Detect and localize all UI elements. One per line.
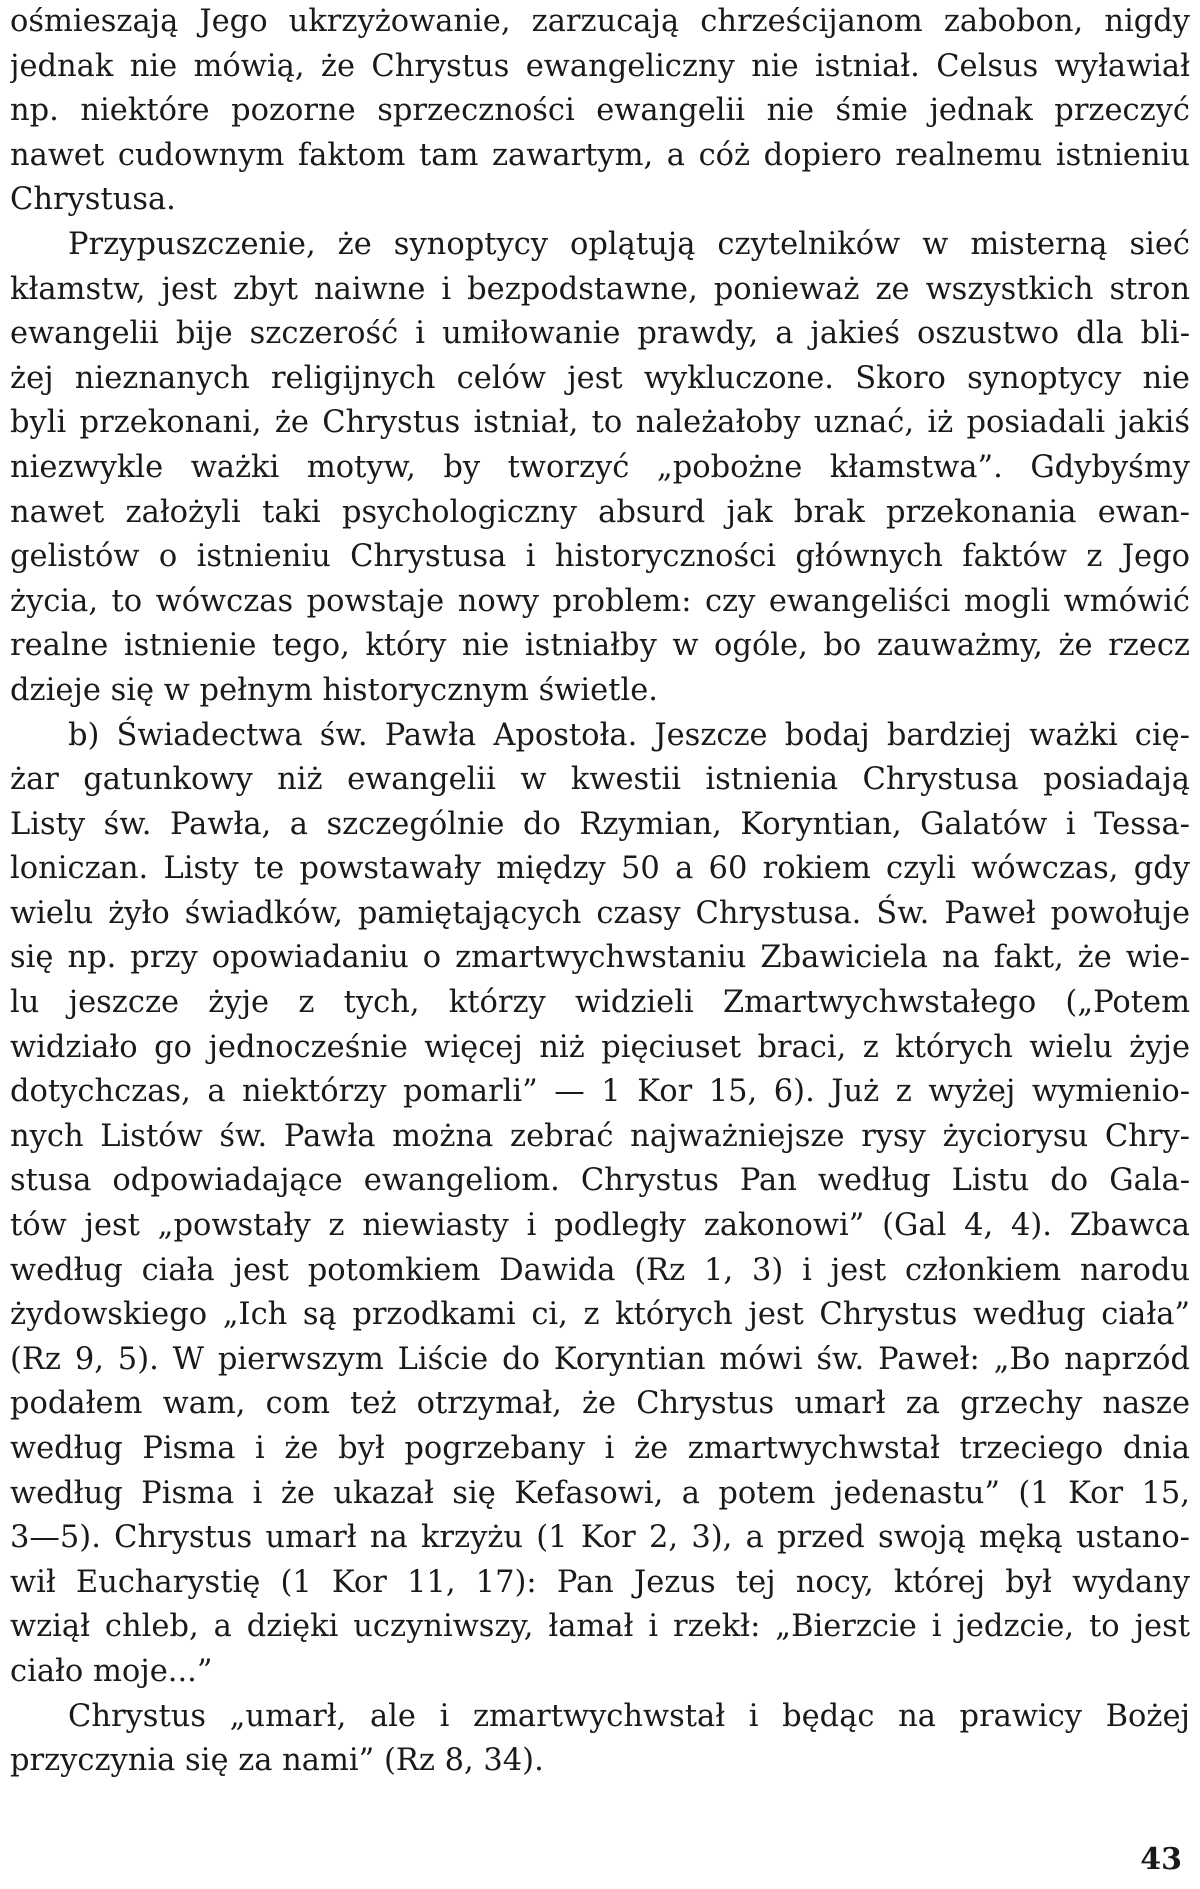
text-line: się np. przy opowiadaniu o zmartwychwstaniu Zbawiciela na fakt, że wie-: [10, 940, 1190, 976]
text-line: byli przekonani, że Chrystus istniał, to należałoby uznać, iż posiadali jakiś: [10, 405, 1190, 441]
text-line: dzieje się w pełnym historycznym świetle.: [10, 672, 658, 708]
page-number: 43: [1140, 1842, 1182, 1877]
text-line: (Rz 9, 5). W pierwszym Liście do Koryntian mówi św. Paweł: „Bo naprzód: [10, 1341, 1190, 1377]
text-line: ośmieszają Jego ukrzyżowanie, zarzucają chrześcijanom zabobon, nigdy: [10, 4, 1190, 39]
text-line: loniczan. Listy te powstawały między 50 a 60 rokiem czyli wówczas, gdy: [10, 851, 1190, 887]
text-line: stusa odpowiadające ewangeliom. Chrystus Pan według Listu do Gala-: [10, 1163, 1190, 1199]
text-line: 3—5). Chrystus umarł na krzyżu (1 Kor 2, 3), a przed swoją męką ustano-: [10, 1520, 1190, 1556]
text-line: ciało moje...”: [10, 1653, 213, 1689]
text-line: jednak nie mówią, że Chrystus ewangeliczny nie istniał. Celsus wyławiał: [10, 48, 1190, 84]
section-heading-line: b) Świadectwa św. Pawła Apostoła. Jeszcze bodaj bardziej ważki cię-: [68, 717, 1190, 753]
text-line: tów jest „powstały z niewiasty i podległy zakonowi” (Gal 4, 4). Zbawca: [10, 1208, 1190, 1244]
text-line: według Pisma i że był pogrzebany i że zmartwychwstał trzeciego dnia: [10, 1431, 1190, 1466]
text-line: wziął chleb, a dzięki uczyniwszy, łamał i rzekł: „Bierzcie i jedzcie, to jest: [10, 1609, 1190, 1645]
text-line: Listy św. Pawła, a szczególnie do Rzymian, Koryntian, Galatów i Tessa-: [10, 806, 1190, 842]
text-line: widziało go jednocześnie więcej niż pięciuset braci, z których wielu żyje: [10, 1029, 1190, 1065]
text-line: Chrystus „umarł, ale i zmartwychwstał i będąc na prawicy Bożej: [68, 1698, 1190, 1734]
text-line: wił Eucharystię (1 Kor 11, 17): Pan Jezus tej nocy, której był wydany: [10, 1564, 1190, 1600]
text-line: np. niektóre pozorne sprzeczności ewangelii nie śmie jednak przeczyć: [10, 93, 1190, 129]
text-line: Przypuszczenie, że synoptycy oplątują czytelników w misterną sieć: [68, 226, 1190, 262]
text-line: żar gatunkowy niż ewangelii w kwestii istnienia Chrystusa posiadają: [10, 762, 1190, 798]
text-line: żydowskiego „Ich są przodkami ci, z których jest Chrystus według ciała”: [10, 1297, 1190, 1333]
text-line: żej nieznanych religijnych celów jest wykluczone. Skoro synoptycy nie: [10, 360, 1190, 396]
text-line: według Pisma i że ukazał się Kefasowi, a potem jedenastu” (1 Kor 15,: [10, 1475, 1190, 1511]
text-line: życia, to wówczas powstaje nowy problem: czy ewangeliści mogli wmówić: [10, 583, 1190, 619]
text-line: nawet cudownym faktom tam zawartym, a cóż dopiero realnemu istnieniu: [10, 137, 1190, 173]
text-line: niezwykle ważki motyw, by tworzyć „pobożne kłamstwa”. Gdybyśmy: [10, 449, 1190, 485]
text-line: Chrystusa.: [10, 182, 176, 218]
text-line: lu jeszcze żyje z tych, którzy widzieli Zmartwychwstałego („Potem: [10, 985, 1190, 1021]
text-line: wielu żyło świadków, pamiętających czasy Chrystusa. Św. Paweł powołuje: [10, 895, 1190, 931]
text-line: przyczynia się za nami” (Rz 8, 34).: [10, 1743, 544, 1779]
text-line: ewangelii bije szczerość i umiłowanie prawdy, a jakieś oszustwo dla bli-: [10, 316, 1190, 352]
body-text: [10, 0, 1190, 1784]
text-line: według ciała jest potomkiem Dawida (Rz 1, 3) i jest członkiem narodu: [10, 1252, 1190, 1288]
text-line: dotychczas, a niektórzy pomarli” — 1 Kor 15, 6). Już z wyżej wymienio-: [10, 1074, 1190, 1110]
text-line: podałem wam, com też otrzymał, że Chrystus umarł za grzechy nasze: [10, 1386, 1190, 1422]
text-line: nych Listów św. Pawła można zebrać najważniejsze rysy życiorysu Chry-: [10, 1118, 1190, 1154]
text-line: realne istnienie tego, który nie istniałby w ogóle, bo zauważmy, że rzecz: [10, 628, 1190, 664]
text-line: gelistów o istnieniu Chrystusa i historyczności głównych faktów z Jego: [10, 539, 1190, 575]
text-line: nawet założyli taki psychologiczny absurd jak brak przekonania ewan-: [10, 494, 1190, 530]
text-line: kłamstw, jest zbyt naiwne i bezpodstawne, ponieważ ze wszystkich stron: [10, 271, 1190, 307]
